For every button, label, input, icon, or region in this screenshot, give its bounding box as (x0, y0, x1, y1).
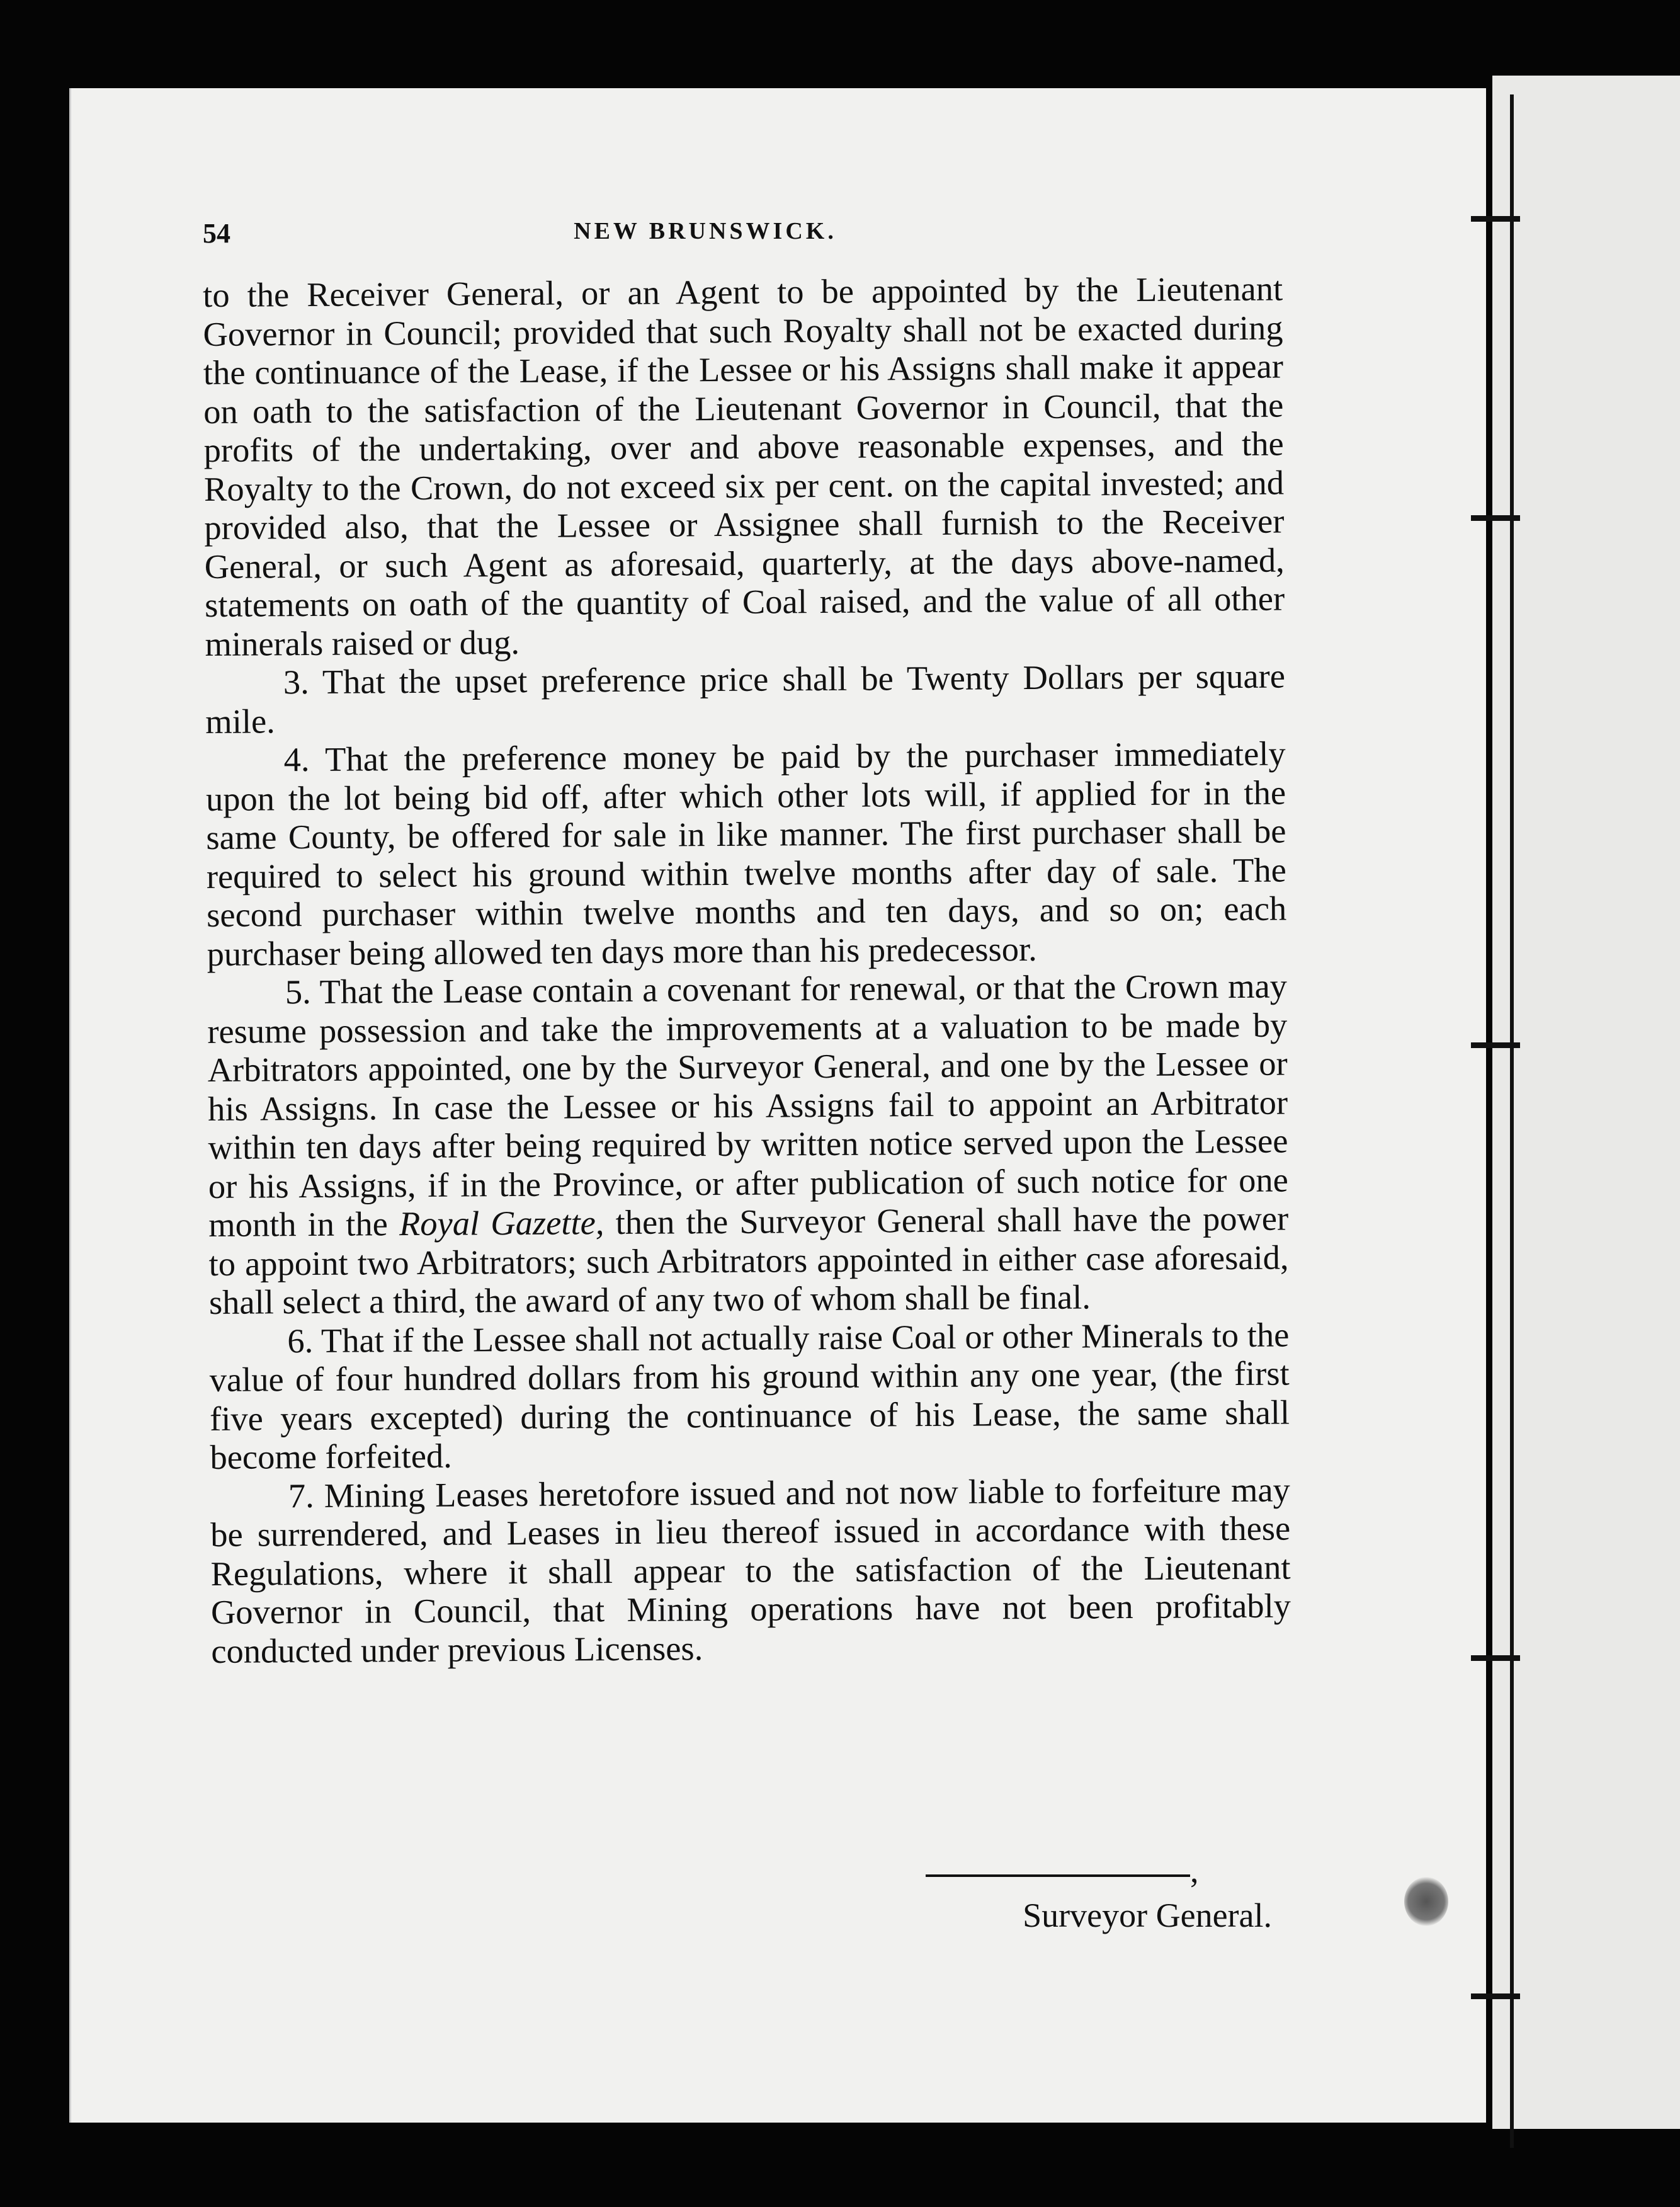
binding-stitch (1471, 1042, 1520, 1048)
paragraph-4: 4. That the preference money be paid by the purchaser immediately upon the lot being bid off, after which other lots will, if applied for in the same County, be offered for sale in like manner. The first purchaser shall be required to select his ground within twelve months after day of sale. The second purchaser within twelve months and ten days, and so on; each purchaser being allowed ten days more than his predecessor. (205, 734, 1287, 973)
paragraph-continuation: to the Receiver General, or an Agent to be appointed by the Lieutenant Governor in Council; provided that such Royalty shall not be exacted during the continuance of the Lease, if the Lessee or his Assigns shall make it appear on oath to the satisfaction of the Lieutenant Governor in Council, that the profits of the undertaking, over and above reasonable expenses, and the Royalty to the Crown, do not exceed six per cent. on the capital invested; and provided also, that the Lessee or Assignee shall furnish to the Receiver General, or such Agent as aforesaid, quarterly, at the days above-named, statements on oath of the quantity of Coal raised, and the value of all other minerals raised or dug. (203, 269, 1285, 663)
facing-page-edge (1492, 76, 1680, 2129)
page-number: 54 (203, 218, 230, 249)
paragraph-6: 6. That if the Lessee shall not actually raise Coal or other Minerals to the value of four hundred dollars from his ground within any one year, (the first five years excepted) during the continuance of his Lease, the same shall become forfeited. (209, 1315, 1290, 1476)
signature-comma: , (1190, 1852, 1199, 1890)
signature-block (919, 1852, 1272, 1935)
paragraph-5 (207, 967, 1289, 1322)
royal-gazette-title: Royal Gazette, (399, 1203, 604, 1243)
binding-stitch (1471, 515, 1520, 521)
binding-thread (1510, 94, 1514, 2148)
page-header (132, 217, 1278, 255)
binding-stitch (1471, 1993, 1520, 1999)
binding-stitch (1471, 216, 1520, 222)
paragraph-3: 3. That the upset preference price shall be Twenty Dollars per square mile. (205, 656, 1286, 741)
paragraph-5-text: 5. That the Lease contain a covenant for renewal, or that the Crown may resume possession and take the improvements at a valuation to be made by Arbitrators appointed, one by the Surveyor General, and one by the Lessee or his Assigns. In case the Lessee or his Assigns fail to appoint an Arbitrator within ten days after being required by written notice served upon the Lessee or his Assigns, if in the Province, or after publication of such notice for one month in the (207, 966, 1288, 1244)
signature-line-row (919, 1852, 1272, 1890)
ink-blot (1404, 1877, 1448, 1926)
signature-line (926, 1874, 1190, 1877)
body-text (203, 270, 1291, 1670)
paragraph-7: 7. Mining Leases heretofore issued and not now liable to forfeiture may be surrendered, and Leases in lieu thereof issued in accordance with these Regulations, where it shall appear to the satisfaction of the Lieutenant Governor in Council, that Mining operations have not been profitably conducted under previous Licenses. (210, 1469, 1291, 1670)
signatory-title: Surveyor General. (1023, 1896, 1272, 1934)
binding-stitch (1471, 1655, 1520, 1661)
paragraph-5-text-end: then the Surveyor General shall have the power to appoint two Arbitrators; such Arbitrators appointed in either case aforesaid, shall select a third, the award of any two of whom shall be final. (208, 1199, 1289, 1321)
running-title: NEW BRUNSWICK. (574, 218, 837, 244)
